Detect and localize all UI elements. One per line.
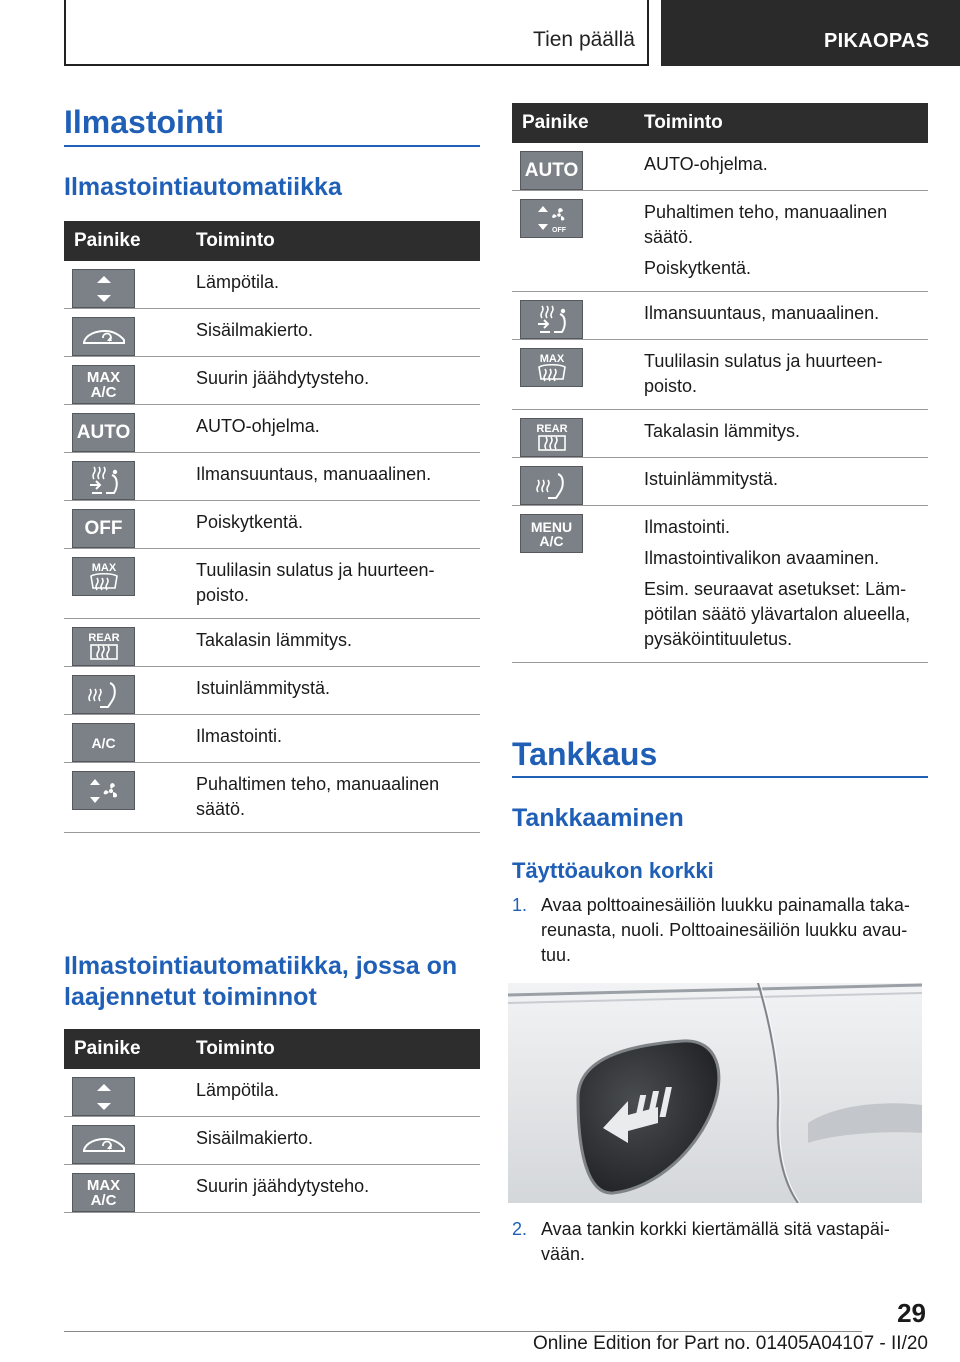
function-text: Sisäilmakierto. [196,320,314,340]
svg-text:REAR: REAR [87,631,120,644]
function-cell [186,261,480,309]
auto-icon: AUTO [520,151,583,190]
page-header [0,0,960,66]
svg-text:REAR: REAR [535,422,568,435]
button-cell [64,501,186,549]
function-text: Lämpötila. [196,272,280,292]
max-ac-icon: MAX A/C [72,1173,135,1212]
table-row [512,191,928,292]
page-number: 29 [897,1298,926,1328]
ac-icon: A/C [72,723,135,762]
function-text: Suurin jäähdytysteho. [196,368,370,388]
button-cell [64,357,186,405]
auto-icon: AUTO [72,413,135,452]
table-row [64,309,480,357]
button-cell [512,292,634,340]
table-row [64,1069,480,1117]
table-row [64,261,480,309]
function-text: Ilmansuuntaus, manuaalinen. [196,464,432,484]
function-text: Lämpötila. [196,1080,280,1100]
chapter-tab [64,0,649,66]
function-text: Puhaltimen teho, manuaalinen säätö. [196,774,440,819]
recirculation-icon [72,317,135,356]
button-cell [64,453,186,501]
table-row [64,501,480,549]
button-cell [64,261,186,309]
title-rule [64,145,480,147]
subtitle-refueling: Tankkaaminen [512,804,684,832]
function-cell [186,309,480,357]
table-row [64,619,480,667]
fuel-flap-photo [508,983,922,1203]
table-row [64,405,480,453]
function-cell [634,340,928,410]
function-cell [186,501,480,549]
function-text: Puhaltimen teho, manuaalinen säätö. [644,202,888,247]
button-cell [64,667,186,715]
fan-icon [72,771,135,810]
function-cell [186,357,480,405]
table-header-row [512,103,928,143]
function-text: Ilmansuuntaus, manuaalinen. [644,303,880,323]
rear-defrost-icon [72,627,135,666]
function-text: AUTO-ohjelma. [644,154,768,174]
section-label: PIKAOPAS [824,30,930,52]
steps-list-1 [512,893,928,968]
table-row [64,549,480,619]
button-cell [64,763,186,833]
function-text: Ilmastointivalikon avaaminen. [644,548,880,568]
function-cell [186,1117,480,1165]
table-row [512,506,928,663]
button-cell [64,1165,186,1213]
column-header-function: Toiminto [186,1029,480,1069]
button-cell [64,1069,186,1117]
section-tab [661,0,960,66]
button-cell [512,458,634,506]
step-text: Avaa tankin korkki kiertämällä sitä vastapäi-vään. [541,1219,890,1264]
seat-heating-icon [72,675,135,714]
table-row [512,340,928,410]
table-row [64,1117,480,1165]
table-row [64,453,480,501]
function-text: Esim. seuraavat asetukset: Läm-pötilan säätö ylävartalon alueella, pysäköintituuletus. [644,579,911,649]
function-cell [186,1069,480,1117]
table-row [64,763,480,833]
climate-table-2 [64,1029,480,1213]
edition-note: Online Edition for Part no. 01405A04107 - II/20 [532,1333,928,1354]
function-cell [186,453,480,501]
table-header-row [64,1029,480,1069]
function-text: Tuulilasin sulatus ja huurteen-poisto. [196,560,435,605]
climate-table-1 [64,221,480,833]
list-item [512,1217,928,1267]
button-cell [64,1117,186,1165]
function-cell [186,549,480,619]
table-row [512,458,928,506]
function-text: Istuinlämmitystä. [644,469,779,489]
max-defrost-icon [520,348,583,387]
button-cell [512,191,634,292]
table-row [512,143,928,191]
title-rule [512,776,928,778]
function-cell [186,405,480,453]
section-title-refuel: Tankkaus [512,736,658,772]
climate-table-3 [512,103,928,663]
table-header-row [64,221,480,261]
column-header-button: Painike [64,221,186,261]
chapter-label: Tien päällä [533,28,635,51]
function-cell [634,191,928,292]
button-cell [64,309,186,357]
table-row [64,715,480,763]
fuel-flap-illustration [508,983,922,1203]
list-item [512,893,928,968]
table-row [64,667,480,715]
fan-off-icon [520,199,583,238]
table-row [64,1165,480,1213]
function-text: Takalasin lämmitys. [196,630,353,650]
function-text: Ilmastointi. [644,517,731,537]
function-text: Sisäilmakierto. [196,1128,314,1148]
air-distribution-icon [520,300,583,339]
step-number: 1. [512,895,528,915]
svg-text:OFF: OFF [551,226,566,234]
function-cell [634,458,928,506]
function-text: Tuulilasin sulatus ja huurteen-poisto. [644,351,883,396]
button-cell [512,410,634,458]
function-cell [634,143,928,191]
menu-ac-icon: MENU A/C [520,514,583,553]
function-cell [186,1165,480,1213]
button-cell [64,549,186,619]
max-ac-icon: MAX A/C [72,365,135,404]
max-defrost-icon [72,557,135,596]
temperature-arrows-icon [72,269,135,308]
function-text: Takalasin lämmitys. [644,421,801,441]
function-text: Poiskytkentä. [644,258,752,278]
subtitle-extended-climate: Ilmastointiautomatiikka, jossa on laajennetut toiminnot [64,952,458,1011]
function-text: AUTO-ohjelma. [196,416,320,436]
function-cell [634,292,928,340]
table-row [64,357,480,405]
function-text: Poiskytkentä. [196,512,304,532]
button-cell [64,405,186,453]
button-cell [512,340,634,410]
function-cell [186,763,480,833]
button-cell [512,143,634,191]
column-header-function: Toiminto [186,221,480,261]
table-row [512,292,928,340]
table-row [512,410,928,458]
step-number: 2. [512,1219,528,1239]
function-text: Suurin jäähdytysteho. [196,1176,370,1196]
column-header-function: Toiminto [634,103,928,143]
function-text: Ilmastointi. [196,726,283,746]
function-cell [634,506,928,663]
subtitle-fuel-cap: Täyttöaukon korkki [512,858,714,883]
temperature-arrows-icon [72,1077,135,1116]
svg-text:MAX: MAX [539,352,564,365]
function-text: Istuinlämmitystä. [196,678,331,698]
button-cell [64,619,186,667]
svg-text:MAX: MAX [91,561,116,574]
section-title-climate: Ilmastointi [64,104,225,140]
function-cell [634,410,928,458]
recirculation-icon [72,1125,135,1164]
column-header-button: Painike [512,103,634,143]
steps-list-2 [512,1217,928,1267]
button-cell [512,506,634,663]
rear-defrost-icon [520,418,583,457]
function-cell [186,619,480,667]
subtitle-automatic-climate: Ilmastointiautomatiikka [64,173,342,201]
off-icon: OFF [72,509,135,548]
air-distribution-icon [72,461,135,500]
seat-heating-icon [520,466,583,505]
column-header-button: Painike [64,1029,186,1069]
footer-rule [64,1331,862,1332]
step-text: Avaa polttoainesäiliön luukku painamalla taka-reunasta, nuoli. Polttoainesäiliön luukku avau-tuu. [541,895,910,965]
button-cell [64,715,186,763]
function-cell [186,715,480,763]
function-cell [186,667,480,715]
